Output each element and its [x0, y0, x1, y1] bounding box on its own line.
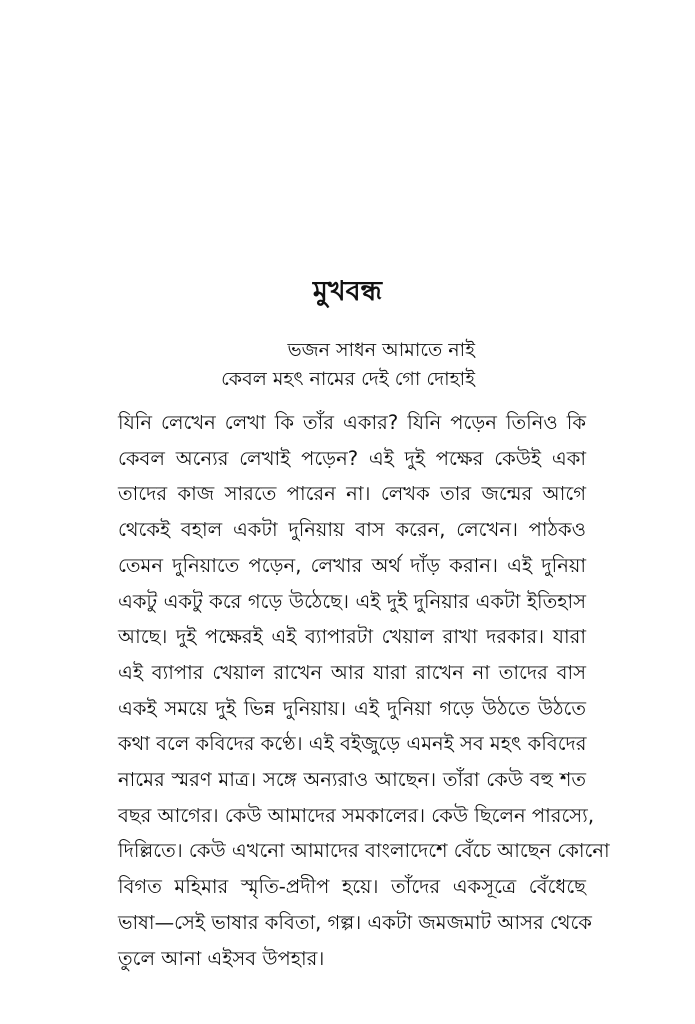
paragraph-line: বছর আগের। কেউ আমাদের সমকালের। কেউ ছিলেন পারস্যে,: [118, 803, 595, 827]
epigraph: [221, 336, 475, 394]
paragraph-line: একটু একটু করে গড়ে উঠেছে। এই দুই দুনিয়ার একটা ইতিহাস: [118, 589, 586, 613]
paragraph-line: নামের স্মরণ মাত্র। সঙ্গে অন্যরাও আছেন। তাঁরা কেউ বহু শত: [118, 768, 586, 792]
paragraph-line: ভাষা—সেই ভাষার কবিতা, গল্প। একটা জমজমাট আসর থেকে: [118, 910, 592, 934]
paragraph-line: তেমন দুনিয়াতে পড়েন, লেখার অর্থ দাঁড় করান। এই দুনিয়া: [118, 553, 586, 577]
paragraph-line: এই ব্যাপার খেয়াল রাখেন আর যারা রাখেন না তাদের বাস: [118, 660, 586, 684]
paragraph-line: বিগত মহিমার স্মৃতি-প্রদীপ হয়ে। তাঁদের একসূত্রে বেঁধেছে: [118, 875, 586, 899]
paragraph-line: আছে। দুই পক্ষেরই এই ব্যাপারটা খেয়াল রাখা দরকার। যারা: [118, 625, 586, 649]
paragraph-line: একই সময়ে দুই ভিন্ন দুনিয়ায়। এই দুনিয়া গড়ে উঠতে উঠতে: [118, 696, 586, 720]
paragraph-line: দিল্লিতে। কেউ এখনো আমাদের বাংলাদেশে বেঁচে আছেন কোনো: [118, 839, 610, 863]
epigraph-line: ভজন সাধন আমাতে নাই: [287, 339, 475, 361]
paragraph-line: থেকেই বহাল একটা দুনিয়ায় বাস করেন, লেখেন। পাঠকও: [118, 518, 586, 542]
paragraph-line: যিনি লেখেন লেখা কি তাঁর একার? যিনি পড়েন তিনিও কি: [118, 411, 586, 434]
paragraph-line: তুলে আনা এইসব উপহার।: [118, 946, 325, 970]
body-paragraph: [118, 405, 610, 976]
epigraph-line: কেবল মহৎ নামের দেই গো দোহাই: [221, 368, 475, 390]
paragraph-line: কথা বলে কবিদের কণ্ঠে। এই বইজুড়ে এমনই সব মহৎ কবিদের: [118, 732, 587, 756]
chapter-title: মুখবন্ধ: [312, 276, 383, 307]
paragraph-line: কেবল অন্যের লেখাই পড়েন? এই দুই পক্ষের কেউই একা: [118, 446, 586, 470]
paragraph-line: তাদের কাজ সারতে পারেন না। লেখক তার জন্মের আগে: [118, 482, 586, 506]
